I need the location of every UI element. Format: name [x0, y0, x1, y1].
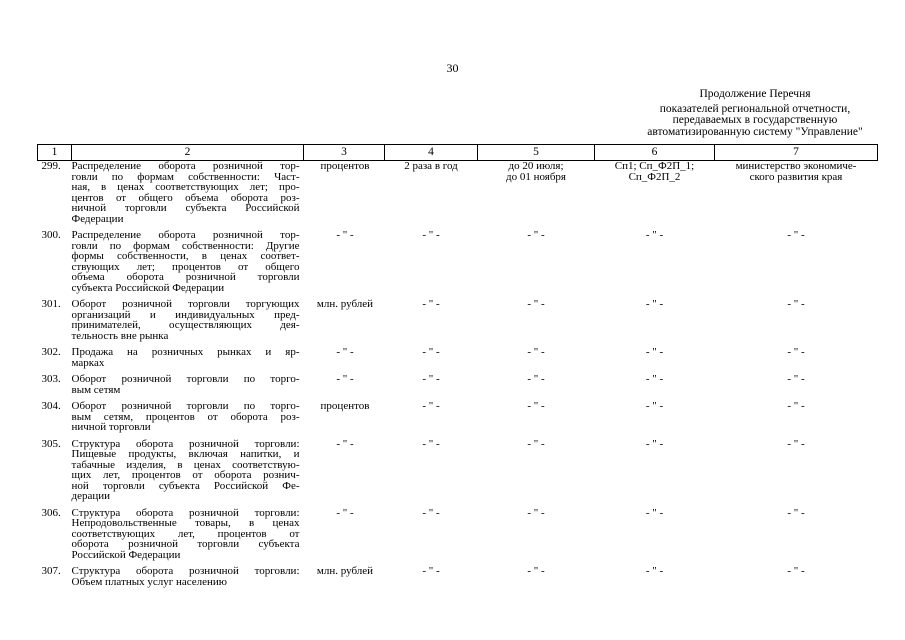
indicator-name-line: тельность вне рынка	[71, 329, 169, 342]
provider-cell	[715, 161, 878, 231]
indicator-name-line: ной торговли субъекта Российской Фе-	[71, 479, 300, 492]
indicator-name	[72, 439, 304, 508]
deadline-cell-line: - " -	[527, 400, 545, 412]
provider-cell-line: ского развития края	[749, 170, 843, 183]
table-header-row	[38, 145, 878, 161]
indicator-name-line: Федерации	[71, 212, 124, 225]
caption-line: показателей региональной отчетности,	[659, 102, 851, 115]
indicator-name-line: Объем платных услуг населению	[71, 575, 228, 588]
forms-cell-line: - " -	[645, 346, 664, 358]
row-number: 304.	[41, 400, 61, 412]
forms-cell	[595, 374, 715, 401]
indicator-name-line: субъекта Российской Федерации	[71, 281, 225, 294]
forms-cell	[595, 299, 715, 347]
provider-cell	[715, 230, 878, 299]
provider-cell	[715, 566, 878, 593]
indicator-name-line: вым сетям	[71, 383, 121, 396]
forms-cell-line: - " -	[645, 506, 664, 519]
indicator-name-line: говли по формам собственности: Другие	[71, 239, 300, 252]
frequency-cell	[385, 230, 478, 299]
unit-cell-line: - " -	[336, 506, 354, 519]
indicator-name-line: соответствующих лет, процентов от	[71, 527, 300, 540]
forms-cell	[595, 439, 715, 508]
indicator-name-line: формы собственности, в ценах соответ-	[71, 250, 300, 262]
caption-line: автоматизированную систему "Управление"	[647, 125, 863, 138]
indicator-name-line: ничной торговли	[71, 421, 151, 433]
indicator-name-line: центов от общего объема оборота роз-	[71, 191, 300, 204]
deadline-cell	[478, 161, 595, 231]
column-header: 4	[385, 145, 478, 161]
indicator-name	[72, 374, 304, 401]
deadline-cell	[478, 508, 595, 567]
provider-cell	[715, 374, 878, 401]
provider-cell	[715, 347, 878, 374]
provider-cell-line: - " -	[787, 229, 805, 241]
forms-cell-line: Сп1; Сп_Ф2П_1;	[614, 160, 695, 172]
caption-line: передаваемых в государственную	[672, 114, 838, 126]
unit-cell-line: - " -	[336, 346, 354, 358]
provider-cell-line: - " -	[787, 346, 805, 358]
row-number: 300.	[41, 229, 61, 241]
deadline-cell	[478, 439, 595, 508]
forms-cell	[595, 230, 715, 299]
indicator-name-line: Непродовольственные товары, в ценах	[71, 517, 300, 529]
provider-cell	[715, 439, 878, 508]
deadline-cell-line: - " -	[527, 437, 545, 450]
frequency-cell	[385, 439, 478, 508]
column-header: 7	[715, 145, 878, 161]
column-header: 6	[595, 145, 715, 161]
frequency-cell-line: - " -	[422, 229, 440, 241]
indicator-name	[72, 230, 304, 299]
frequency-cell	[385, 566, 478, 593]
unit-cell	[304, 439, 385, 508]
unit-cell	[304, 508, 385, 567]
table-row	[38, 508, 878, 567]
indicator-name-line: ствующих лет; процентов от общего	[71, 260, 300, 273]
deadline-cell	[478, 299, 595, 347]
unit-cell-line: - " -	[336, 373, 354, 385]
provider-cell-line: - " -	[787, 437, 805, 450]
indicator-name	[72, 401, 304, 439]
provider-cell	[715, 299, 878, 347]
table-row	[38, 374, 878, 401]
provider-cell-line: - " -	[787, 400, 805, 412]
frequency-cell	[385, 299, 478, 347]
row-number: 305.	[41, 437, 61, 450]
indicator-name	[72, 347, 304, 374]
unit-cell-line: млн. рублей	[316, 298, 374, 310]
column-header: 3	[304, 145, 385, 161]
deadline-cell	[478, 566, 595, 593]
provider-cell-line: - " -	[787, 565, 805, 577]
indicator-name-line: говли по формам собственности: Част-	[71, 170, 300, 183]
indicator-name-line: Оборот розничной торговли по торго-	[71, 400, 300, 412]
forms-cell-line: - " -	[645, 565, 664, 577]
provider-cell-line: - " -	[787, 373, 805, 385]
indicator-name-line: ная, в ценах соответствующих лет; про-	[71, 181, 300, 193]
indicator-name-line: Структура оборота розничной торговли:	[71, 506, 300, 519]
indicator-name-line: оборота розничной торговли субъекта	[71, 538, 300, 550]
frequency-cell-line: - " -	[422, 400, 440, 412]
indicator-name-line: Структура оборота розничной торговли:	[71, 437, 300, 450]
indicator-name-line: организаций и индивидуальных пред-	[71, 308, 300, 321]
forms-cell-line: - " -	[645, 400, 664, 412]
forms-cell-line: Сп_Ф2П_2	[628, 170, 681, 183]
indicator-name-line: Распределение оборота розничной тор-	[71, 160, 300, 172]
frequency-cell-line: - " -	[422, 373, 440, 385]
unit-cell-line: процентов	[320, 160, 370, 172]
deadline-cell	[478, 347, 595, 374]
table-caption	[600, 89, 905, 138]
frequency-cell	[385, 347, 478, 374]
forms-cell-line: - " -	[645, 229, 664, 241]
unit-cell-line: процентов	[320, 400, 370, 412]
row-number: 299.	[41, 160, 61, 172]
indicator-name-line: Российской Федерации	[71, 548, 181, 561]
column-header: 2	[72, 145, 304, 161]
column-header: 5	[478, 145, 595, 161]
frequency-cell	[385, 401, 478, 439]
deadline-cell	[478, 401, 595, 439]
deadline-cell-line: до 01 ноября	[506, 170, 566, 183]
table-row	[38, 347, 878, 374]
deadline-cell-line: - " -	[527, 373, 545, 385]
indicator-name	[72, 508, 304, 567]
indicator-name	[72, 566, 304, 593]
indicator-name-line: ничной торговли субъекта Российской	[71, 202, 300, 214]
table-row	[38, 439, 878, 508]
forms-cell-line: - " -	[645, 373, 664, 385]
forms-cell	[595, 401, 715, 439]
table-row	[38, 230, 878, 299]
unit-cell-line: - " -	[336, 229, 354, 241]
frequency-cell-line: - " -	[422, 437, 440, 450]
unit-cell-line: - " -	[336, 437, 354, 450]
provider-cell	[715, 401, 878, 439]
unit-cell-line: млн. рублей	[316, 565, 374, 577]
unit-cell	[304, 374, 385, 401]
indicator-name-line: Оборот розничной торговли по торго-	[71, 373, 300, 385]
row-number: 301.	[41, 298, 61, 310]
forms-cell-line: - " -	[645, 437, 664, 450]
deadline-cell-line: - " -	[527, 346, 545, 358]
indicator-name-line: вым сетям, процентов от оборота роз-	[71, 410, 300, 423]
indicator-name	[72, 161, 304, 231]
frequency-cell-line: - " -	[422, 346, 440, 358]
indicators-table	[37, 144, 878, 593]
page-number: 30	[446, 61, 459, 75]
indicator-name-line: щих лет, процентов от оборота рознич-	[71, 469, 300, 481]
row-number: 302.	[41, 346, 61, 358]
forms-cell	[595, 161, 715, 231]
provider-cell-line: - " -	[787, 506, 805, 519]
unit-cell	[304, 566, 385, 593]
indicator-name-line: табачные изделия, в ценах соответствую-	[71, 458, 300, 471]
deadline-cell-line: - " -	[527, 565, 545, 577]
frequency-cell-line: 2 раза в год	[404, 160, 458, 172]
provider-cell	[715, 508, 878, 567]
row-number: 307.	[41, 565, 61, 577]
unit-cell	[304, 401, 385, 439]
indicator-name-line: Пищевые продукты, включая напитки, и	[71, 448, 300, 460]
indicator-name-line: Распределение оборота розничной тор-	[71, 229, 300, 241]
table-row	[38, 566, 878, 593]
deadline-cell	[478, 374, 595, 401]
indicator-name-line: Структура оборота розничной торговли:	[71, 565, 300, 577]
indicator-name	[72, 299, 304, 347]
frequency-cell-line: - " -	[422, 298, 440, 310]
forms-cell	[595, 347, 715, 374]
unit-cell	[304, 347, 385, 374]
frequency-cell	[385, 374, 478, 401]
frequency-cell	[385, 508, 478, 567]
forms-cell-line: - " -	[645, 298, 664, 310]
unit-cell	[304, 230, 385, 299]
indicator-name-line: Оборот розничной торговли торгующих	[71, 298, 300, 310]
forms-cell	[595, 566, 715, 593]
deadline-cell-line: - " -	[527, 229, 545, 241]
provider-cell-line: министерство экономиче-	[735, 160, 857, 172]
table-row	[38, 161, 878, 231]
column-header: 1	[38, 145, 72, 161]
indicator-name-line: дерации	[71, 490, 111, 502]
frequency-cell-line: - " -	[422, 565, 440, 577]
unit-cell	[304, 299, 385, 347]
indicator-name-line: объема оборота розничной торговли	[71, 271, 300, 283]
unit-cell	[304, 161, 385, 231]
frequency-cell-line: - " -	[422, 506, 440, 519]
caption-continuation: Продолжение Перечня	[699, 88, 811, 100]
table-row	[38, 299, 878, 347]
deadline-cell	[478, 230, 595, 299]
indicator-name-line: Продажа на розничных рынках и яр-	[71, 346, 300, 358]
indicator-name-line: марках	[71, 356, 105, 369]
indicator-name-line: принимателей, осуществляющих дея-	[71, 319, 300, 331]
row-number: 306.	[41, 506, 61, 519]
table-row	[38, 401, 878, 439]
provider-cell-line: - " -	[787, 298, 805, 310]
row-number: 303.	[41, 373, 61, 385]
deadline-cell-line: - " -	[527, 506, 545, 519]
forms-cell	[595, 508, 715, 567]
deadline-cell-line: - " -	[527, 298, 545, 310]
deadline-cell-line: до 20 июля;	[508, 160, 564, 172]
frequency-cell	[385, 161, 478, 231]
